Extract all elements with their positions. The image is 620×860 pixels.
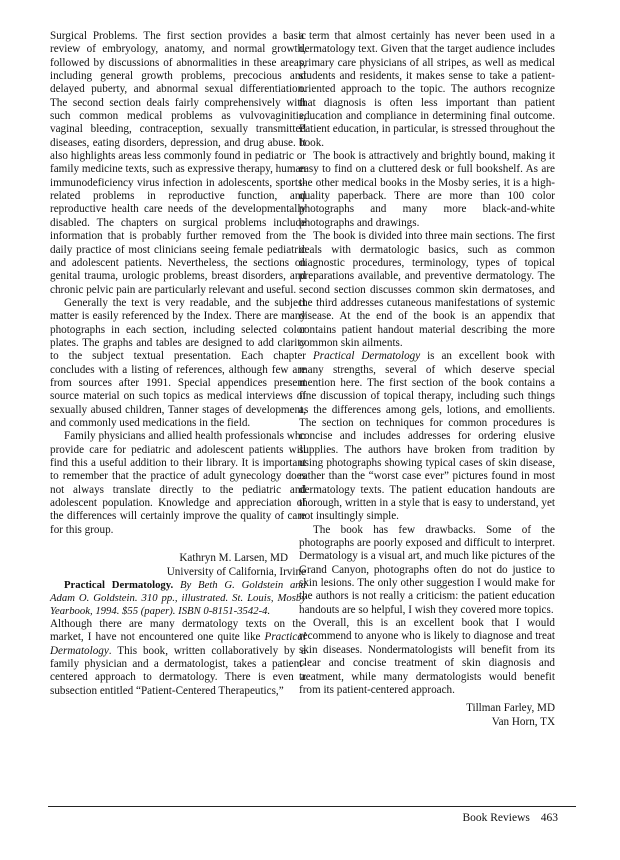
paragraph: Family physicians and allied health professionals who provide care for pediatric and adolescent patients will find this a useful addition to their library. It is important to remember that the practice of adult gynecology does not always translate directly to the pediatric and adolescent population. Knowledge and appreciation of the differences will certainly improve the quality of care for this group. <box>50 430 306 536</box>
book-title-emphasis: Practical Dermatology <box>313 350 421 363</box>
review-heading <box>50 579 306 618</box>
text-run: . This book, written collaboratively by a family physician and a dermatologist, takes a patient-centered approach to dermatology. There is even a subsection entitled “Patient-Centered Therapeutics,” <box>50 644 306 697</box>
paragraph: Surgical Problems. The first section provides a basic review of embryology, anatomy, and normal growth, followed by discussions of abnormalities in these areas, including general growth problems, precocious and delayed puberty, and abnormal sexual differentiation. The second section deals fairly comprehensively with such common medical problems as vulvovaginitis, vaginal bleeding, contraception, sexually transmitted diseases, eating disorders, depression, and drug abuse. It also highlights areas less commonly found in pediatric or family medicine texts, such as expressive therapy, human immunodeficiency virus infection in adolescents, sports-related problems in reproductive function, and reproductive health care needs of the developmentally disabled. The chapters on surgical problems include information that is probably further removed from the daily practice of most clinicians seeing female pediatric and adolescent patients. Nevertheless, the sections on genital trauma, urologic problems, breast disorders, and chronic pelvic pain are particularly relevant and useful. <box>50 30 306 296</box>
paragraph: Overall, this is an excellent book that I would recommend to anyone who is likely to diagnose and treat skin diseases. Nondermatologists will benefit from its clear and concise treatment of skin diagnosis and treatment, while many dermatologists would benefit from its patient-centered approach. <box>299 617 555 696</box>
signature-name: Tillman Farley, MD <box>466 702 555 715</box>
paragraph: The book is attractively and brightly bound, making it easy to find on a cluttered desk or full bookshelf. As are the other medical books in the Mosby series, it is a high-quality paperback. There are more than 100 color photographs and many more black-and-white photographs and drawings. <box>299 150 555 229</box>
review-meta: By Beth G. Goldstein and Adam O. Goldstein. 310 pp., illustrated. St. Louis, Mosby Yearbook, 1994. $55 (paper). ISBN 0-8151-3542-4. <box>50 579 306 618</box>
signature-name: Kathryn M. Larsen, MD <box>179 552 288 565</box>
paragraph <box>299 350 555 523</box>
paragraph: The book has few drawbacks. Some of the photographs are poorly exposed and difficult to interpret. Dermatology is a visual art, and much like pictures of the Grand Canyon, photographs often do not do justice to skin lesions. The only other suggestion I would make for the authors is not really a criticism: the patient education handouts are so helpful, I wish they covered more topics. <box>299 523 555 616</box>
footer-rule <box>48 806 576 807</box>
left-column <box>50 30 306 698</box>
book-title-emphasis: Practical Dermatology <box>50 631 306 657</box>
footer-section: Book Reviews <box>462 812 530 824</box>
paragraph: a term that almost certainly has never been used in a dermatology text. Given that the target audience includes primary care physicians of all stripes, as well as medical students and residents, it makes sense to take a patient-oriented approach to the topic. The authors recognize that diagnosis is often less important than patient education and compliance in determining final outcome. Patient education, in particular, is stressed throughout the book. <box>299 30 555 149</box>
paragraph <box>50 618 306 698</box>
paragraph: Generally the text is very readable, and the subject matter is easily referenced by the Index. There are many photographs in each section, including selected color plates. The graphs and tables are designed to add clarity to the subject textual presentation. Each chapter concludes with a listing of references, although few are from sources after 1991. Special appendices present source material on such topics as medical interviews of sexually abused children, Tanner stages of development, and commonly used medications in the field. <box>50 296 306 429</box>
right-column <box>299 30 555 729</box>
text-run: is an excellent book with many strengths, several of which deserve special mention here. The first section of the book contains a fine discussion of topical therapy, including such things as the differences among gels, lotions, and emollients. The section on techniques for common procedures is concise and includes addresses for ordering elusive supplies. The authors have broken from tradition by using photographs showing typical cases of skin disease, rather than the “worst case ever” pictures found in most dermatology texts. The patient education handouts are thorough, written in a style that is easy to understand, yet not insultingly simple. <box>299 350 556 523</box>
signature-block <box>299 701 555 729</box>
signature-block <box>50 551 306 579</box>
text-run: Although there are many dermatology texts on the market, I have not encountered one quite like <box>50 618 306 644</box>
page-number: 463 <box>540 812 558 824</box>
paragraph: The book is divided into three main sections. The first deals with dermatologic basics, such as common diagnostic procedures, terminology, types of topical preparations available, and preventive dermatology. The second section discusses common skin dermatoses, and the third addresses cutaneous manifestations of systemic disease. At the end of the book is an appendix that contains patient handout material describing the more common skin ailments. <box>299 230 555 349</box>
review-title: Practical Dermatology. <box>64 579 174 592</box>
signature-affiliation: University of California, Irvine <box>166 566 306 579</box>
signature-location: Van Horn, TX <box>491 716 555 729</box>
page-footer <box>454 812 558 824</box>
